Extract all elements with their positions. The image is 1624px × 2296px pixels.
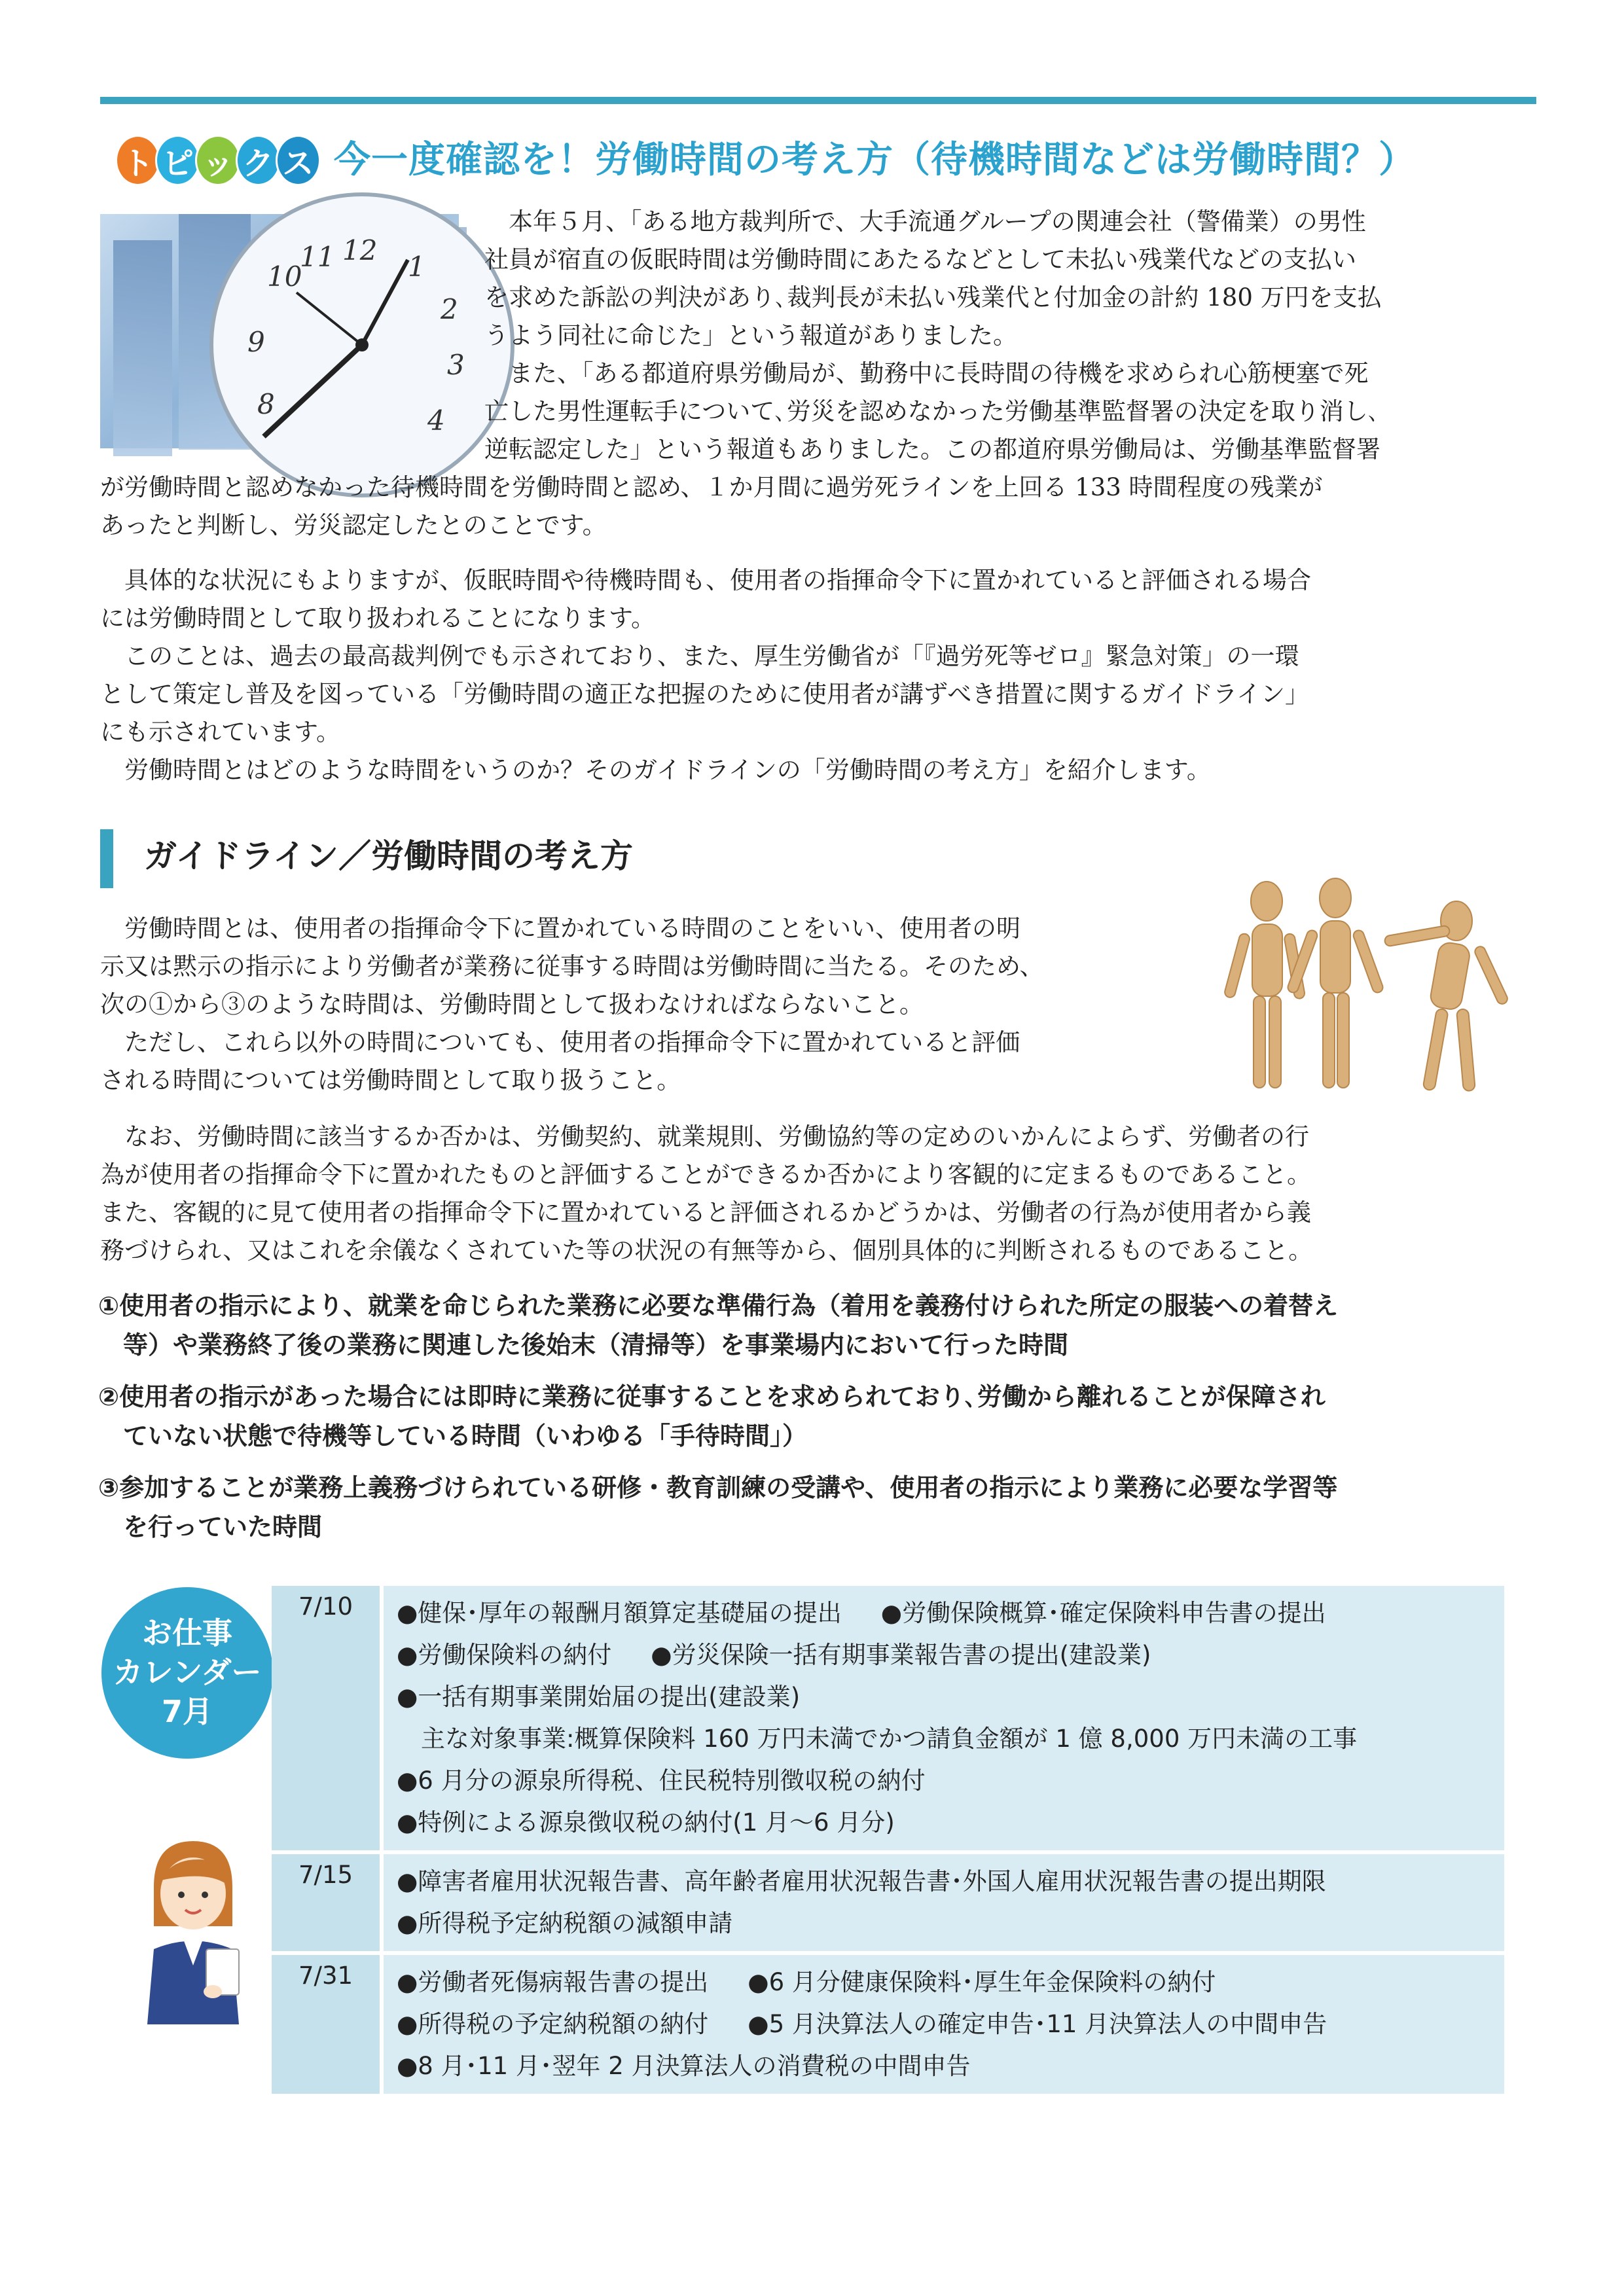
- list-item: [98, 1468, 1337, 1547]
- page-headline: 今一度確認を！労働時間の考え方（待機時間などは労働時間？）: [334, 139, 1416, 181]
- text-line: ①使用者の指示により、就業を命じられた業務に必要な準備行為（着用を義務付けられた所定の服装への着替え: [98, 1291, 1339, 1320]
- text-line: 具体的な状況にもよりますが、仮眠時間や待機時間も、使用者の指揮命令下に置かれていると評価される場合: [100, 566, 1311, 594]
- calendar-line: [397, 1634, 1504, 1676]
- text-line: あったと判断し、労災認定したとのことです。: [100, 511, 607, 539]
- topics-logo-char: ピ: [155, 135, 200, 186]
- text-line: ていない状態で待機等している時間（いわゆる「手待時間」）: [98, 1422, 808, 1450]
- svg-text:1: 1: [408, 251, 425, 283]
- calendar-table: [272, 1586, 1504, 2098]
- text-line: が労働時間と認めなかった待機時間を労働時間と認め、１か月間に過労死ラインを上回る 133 時間程度の残業が: [100, 473, 1323, 501]
- text-line: 等）や業務終了後の業務に関連した後始末（清掃等）を事業場内において行った時間: [98, 1331, 1069, 1359]
- calendar-item: ●障害者雇用状況報告書、高年齢者雇用状況報告書･外国人雇用状況報告書の提出期限: [397, 1867, 1326, 1895]
- calendar-line: [397, 1592, 1504, 1634]
- text-line: また、客観的に見て使用者の指揮命令下に置かれていると評価されるかどうかは、労働者の行為が使用者から義: [100, 1198, 1311, 1227]
- guide-paragraph: [100, 910, 1206, 1100]
- text-line: また、「ある都道府県労働局が、勤務中に長時間の待機を求められ心筋梗塞で死: [484, 359, 1369, 387]
- calendar-date: 7/10: [272, 1586, 384, 1850]
- calendar-line: [397, 1861, 1504, 1903]
- calendar-date: 7/15: [272, 1854, 384, 1951]
- calendar-line: [397, 1962, 1504, 2003]
- calendar-line: [397, 1718, 1504, 1760]
- table-row: [272, 1586, 1504, 1854]
- section-marker: [100, 829, 113, 888]
- calendar-item: ●特例による源泉徴収税の納付(1 月～6 月分): [397, 1808, 895, 1837]
- text-line: うよう同社に命じた」という報道がありました。: [484, 321, 1017, 350]
- text-line: ②使用者の指示があった場合には即時に業務に従事することを求められており､労働から離れることが保障され: [98, 1382, 1326, 1411]
- text-line: 労働時間とは、使用者の指揮命令下に置かれている時間のことをいい、使用者の明: [100, 914, 1020, 942]
- text-line: される時間については労働時間として取り扱うこと。: [100, 1066, 681, 1094]
- badge-line: カレンダー: [113, 1655, 262, 1690]
- text-line: として策定し普及を図っている「労働時間の適正な把握のために使用者が講ずべき措置に関するガイドライン」: [100, 680, 1310, 708]
- topics-logo-char: ト: [115, 135, 160, 186]
- text-line: には労働時間として取り扱われることになります。: [100, 604, 656, 632]
- calendar-entries: [384, 1586, 1504, 1850]
- topics-logo-char: ス: [276, 135, 321, 186]
- calendar-line: [397, 1760, 1504, 1802]
- top-rule: [100, 97, 1536, 104]
- text-line: 務づけられ、又はこれを余儀なくされていた等の状況の有無等から、個別具体的に判断されるものであること。: [100, 1236, 1313, 1265]
- calendar-item: 主な対象事業:概算保険料 160 万円未満でかつ請負金額が 1 億 8,000 万円未満の工事: [397, 1725, 1358, 1753]
- calendar-item: ●労働者死傷病報告書の提出: [397, 1968, 709, 1996]
- calendar-item: ●5 月決算法人の確定申告･11 月決算法人の中間申告: [748, 2010, 1327, 2038]
- text-line: 亡した男性運転手について､労災を認めなかった労働基準監督署の決定を取り消し､: [484, 397, 1380, 425]
- svg-text:11: 11: [300, 241, 335, 273]
- calendar-item: ●6 月分の源泉所得税、住民税特別徴収税の納付: [397, 1767, 926, 1795]
- calendar-item: ●労働保険概算･確定保険料申告書の提出: [880, 1599, 1326, 1627]
- calendar-badge: [101, 1587, 273, 1759]
- badge-line: 7月: [161, 1694, 213, 1729]
- calendar-date: 7/31: [272, 1955, 384, 2094]
- calendar-item: ●労災保険一括有期事業報告書の提出(建設業): [651, 1641, 1151, 1669]
- svg-text:9: 9: [247, 326, 265, 358]
- topics-logo-char: ク: [236, 135, 281, 186]
- intro-paragraph: [484, 203, 1532, 469]
- text-line: ただし、これら以外の時間についても、使用者の指揮命令下に置かれていると評価: [100, 1028, 1020, 1056]
- calendar-line: [397, 1802, 1504, 1844]
- text-line: を求めた訴訟の判決があり､裁判長が未払い残業代と付加金の計約 180 万円を支払: [484, 283, 1382, 312]
- text-line: 本年５月、「ある地方裁判所で、大手流通グループの関連会社（警備業）の男性: [484, 207, 1366, 236]
- list-item: [98, 1286, 1338, 1365]
- office-worker-illustration: [134, 1835, 252, 2024]
- text-line: にも示されています。: [100, 718, 341, 746]
- text-line: 為が使用者の指揮命令下に置かれたものと評価することができるか否かにより客観的に定まるものであること。: [100, 1160, 1311, 1189]
- calendar-line: [397, 2003, 1504, 2045]
- section-title: ガイドライン／労働時間の考え方: [144, 837, 633, 875]
- text-line: 示又は黙示の指示により労働者が業務に従事する時間は労働時間に当たる。そのため、: [100, 952, 1044, 980]
- svg-text:12: 12: [342, 234, 378, 266]
- text-line: を行っていた時間: [98, 1513, 323, 1541]
- body-paragraph: [100, 562, 1540, 789]
- text-line: ③参加することが業務上義務づけられている研修・教育訓練の受講や、使用者の指示により業務に必要な学習等: [98, 1473, 1338, 1502]
- calendar-item: ●健保･厚年の報酬月額算定基礎届の提出: [397, 1599, 842, 1627]
- list-item: [98, 1377, 1326, 1456]
- note-paragraph: [100, 1118, 1540, 1270]
- calendar-item: ●所得税の予定納税額の納付: [397, 2010, 709, 2038]
- topics-logo: [115, 135, 316, 187]
- badge-line: お仕事: [142, 1615, 232, 1651]
- svg-text:4: 4: [427, 404, 445, 437]
- table-row: [272, 1955, 1504, 2098]
- svg-text:3: 3: [447, 349, 465, 381]
- svg-text:2: 2: [441, 293, 458, 325]
- text-line: 労働時間とはどのような時間をいうのか？そのガイドラインの「労働時間の考え方」を紹介します。: [100, 756, 1211, 784]
- calendar-line: [397, 1903, 1504, 1945]
- calendar-entries: [384, 1955, 1504, 2094]
- calendar-item: ●6 月分健康保険料･厚生年金保険料の納付: [748, 1968, 1216, 1996]
- text-line: なお、労働時間に該当するか否かは、労働契約、就業規則、労働協約等の定めのいかんによらず、労働者の行: [100, 1122, 1310, 1151]
- intro-paragraph-cont: [100, 469, 1540, 545]
- calendar-line: [397, 1676, 1504, 1718]
- topics-logo-char: ッ: [195, 135, 240, 186]
- calendar-item: ●労働保険料の納付: [397, 1641, 612, 1669]
- table-row: [272, 1854, 1504, 1955]
- calendar-line: [397, 2045, 1504, 2087]
- calendar-entries: [384, 1854, 1504, 1951]
- text-line: 逆転認定した」という報道もありました。この都道府県労働局は、労働基準監督署: [484, 435, 1380, 463]
- text-line: 次の①から③のような時間は、労働時間として扱わなければならないこと。: [100, 990, 924, 1018]
- calendar-item: ●所得税予定納税額の減額申請: [397, 1909, 733, 1937]
- calendar-item: ●8 月･11 月･翌年 2 月決算法人の消費税の中間申告: [397, 2052, 971, 2080]
- clock-icon: [100, 214, 465, 448]
- mannequins-illustration: [1221, 875, 1528, 1098]
- clock-photo: [100, 214, 465, 448]
- text-line: このことは、過去の最高裁判例でも示されており、また、厚生労働省が「『過労死等ゼロ』緊急対策」の一環: [100, 642, 1299, 670]
- svg-text:8: 8: [257, 388, 275, 420]
- calendar-item: ●一括有期事業開始届の提出(建設業): [397, 1683, 801, 1711]
- svg-text:10: 10: [267, 260, 302, 293]
- text-line: 社員が宿直の仮眠時間は労働時間にあたるなどとして未払い残業代などの支払い: [484, 245, 1356, 274]
